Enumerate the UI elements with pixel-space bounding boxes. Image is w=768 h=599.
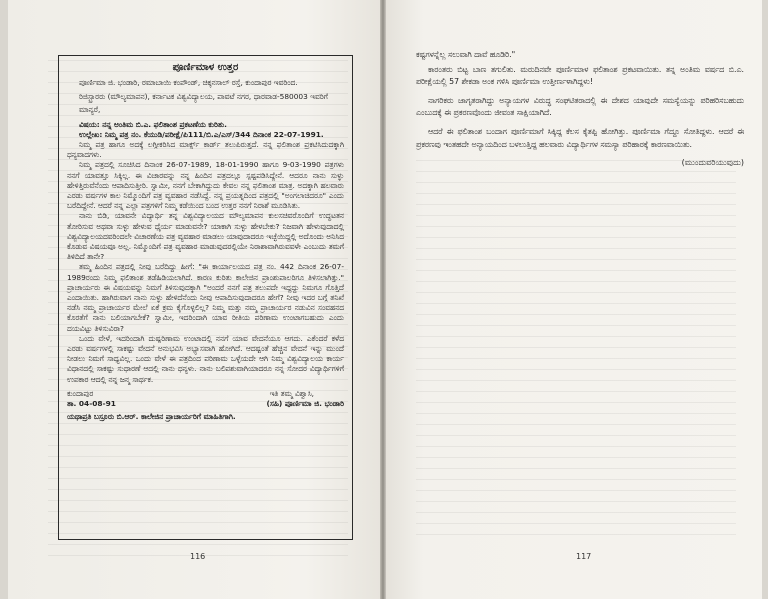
signature-row-1 bbox=[67, 389, 344, 400]
letter-paragraph: ತಮ್ಮ ಹಿಂದಿನ ಪತ್ರದಲ್ಲಿ ನೀವು ಬರೆದಿದ್ದು ಹೀಗೆ: "ಈ ಕಾರ್ಯಾಲಯದ ಪತ್ರ ನಂ. 442 ದಿನಾಂಕ 26-07-1989ರಂದು ನಿಮ್ಮ ಫಲಿತಾಂಶ ತಡೆಹಿಡಿಯಲಾಗಿದೆ. ಕಾರಣ ಕುರಿತು ಕಾಲೇಜಿನ ಪ್ರಾಂಶುಪಾಲರಿಗೂ ತಿಳಿಸಲಾಗಿತ್ತು." ಪ್ರಾಚಾರ್ಯರು ಈ ವಿಷಯವನ್ನು ನಿಮಗೆ ತಿಳಿಸುವುದಕ್ಕಾಗಿ "ಅಂದರೆ ನನಗೆ ಪತ್ರ ತಲುಪದೇ ಇದ್ದದ್ದು ನಿಮಗೂ ಗೊತ್ತಿದೆ ಎಂದಾಯಿತು. ಹಾಗಿರುವಾಗ ನಾನು ಸುಳ್ಳು ಹೇಳಿದೆನೆಂದು ನೀವು ಆಪಾದಿಸುವುದಾದರೂ ಹೇಗೆ? ನೀವು ಇದರ ಬಗ್ಗೆ ತನಿಖೆ ನಡೆಸಿ ನಮ್ಮ ಪ್ರಾಚಾರ್ಯರ ಮೇಲೆ ಏಕೆ ಕ್ರಮ ಕೈಗೊಳ್ಳಲಿಲ್ಲ? ನಿಮ್ಮ ಮತ್ತು ನಮ್ಮ ಪ್ರಾಚಾರ್ಯರ ನಡುವಿನ ಸಂವಹನದ ಕೊರತೆಗೆ ನಾನು ಬಲಿಯಾಗಬೇಕೆ? ಸ್ವಾಮೀ, ಇದರಿಂದಾಗಿ ಯಾವ ರೀತಿಯ ಪರಿಣಾಮ ಉಂಟಾಗಬಹುದು ಎಂದು ದಯವಿಟ್ಟು ತಿಳಿಸುವಿರಾ? bbox=[67, 262, 344, 333]
body-paragraph: ಆದರೆ ಈ ಫಲಿತಾಂಶ ಬಂದಾಗ ಪೂರ್ಣಿಮಾಗೆ ಸಿಕ್ಕಿದ್ದ ಕೆಲಸ ಕೈತಪ್ಪಿ ಹೋಗಿತ್ತು. ಪೂರ್ಣಿಮಾ ಗೆದ್ದೂ ಸೋತಿದ್ದಳು. ಆದರೆ ಈ ಪ್ರಕರಣವು ಇಂತಹದೇ ಅನ್ಯಾಯದಿಂದ ಬಳಲುತ್ತಿದ್ದ ಹಲವಾರು ವಿದ್ಯಾರ್ಥಿಗಳ ಸಮಸ್ಯಾ ಪರಿಹಾರಕ್ಕೆ ಕಾರಣವಾಯಿತು. bbox=[416, 126, 744, 149]
letter-box bbox=[58, 55, 353, 540]
signature: (ಸಹಿ) ಪೂರ್ಣಿಮಾ ಜಿ. ಭಂಡಾರಿ bbox=[266, 399, 344, 409]
body-paragraph: ನಾಗರಿಕರು ಜಾಗೃತರಾಗಿದ್ದು ಅನ್ಯಾಯಗಳ ವಿರುದ್ಧ ಸಂಘಟಿತರಾದಲ್ಲಿ ಈ ದೇಶದ ಯಾವುದೇ ಸಮಸ್ಯೆಯನ್ನು ಪರಿಹರಿಸಬಹುದು ಎಂಬುದಕ್ಕೆ ಈ ಪ್ರಕರಣವೊಂದು ಜೀವಂತ ಸಾಕ್ಷಿಯಾಗಿದೆ. bbox=[416, 95, 744, 118]
letter-paragraph: ನಿಮ್ಮ ಪತ್ರ ಹಾಗೂ ಅದಕ್ಕೆ ಲಗ್ಗೀಕರಿಸಿದ ಮಾರ್ಕ್ಸ್ ಕಾರ್ಡ್ ತಲುಪಿರುತ್ತದೆ. ನನ್ನ ಫಲಿತಾಂಶ ಪ್ರಕಟಿಸಿದುದಕ್ಕಾಗಿ ಧನ್ಯವಾದಗಳು. bbox=[67, 140, 344, 160]
letter-title: ಪೂರ್ಣಿಮಾಳ ಉತ್ತರ bbox=[172, 62, 239, 73]
letter-date: ತಾ. 04-08-91 bbox=[67, 399, 116, 409]
reference-line: ಉಲ್ಲೇಖ: ನಿಮ್ಮ ಪತ್ರ ನಂ. ಕೆಯುಡಿ/ಪರೀಕ್ಷೆ/ಪಿ111/ಬಿ.ಎ/ಎಸ್/344 ದಿನಾಂಕ 22-07-1991. bbox=[79, 129, 324, 139]
left-page bbox=[8, 0, 380, 599]
to-address: ರಿಜಿಸ್ಟ್ರಾರರು (ಮೌಲ್ಯಮಾಪನ), ಕರ್ನಾಟಕ ವಿಶ್ವವಿದ್ಯಾಲಯ, ಪಾವಟೆ ನಗರ, ಧಾರವಾಡ-580003 ಇವರಿಗೆ bbox=[79, 92, 328, 102]
salutation: ಮಾನ್ಯರೆ, bbox=[79, 105, 101, 115]
page-number-left: 116 bbox=[190, 552, 206, 561]
body-paragraph: ಕಾರಂತರು ಬಿಟ್ಟ ಬಾಣ ತಗುಲಿತು. ಮರುದಿನವೇ ಪೂರ್ಣಿಮಾಳ ಫಲಿತಾಂಶ ಪ್ರಕಟವಾಯಿತು. ತನ್ನ ಅಂತಿಮ ವರ್ಷದ ಬಿ.ಎ. ಪರೀಕ್ಷೆಯಲ್ಲಿ 57 ಶೇಕಡಾ ಅಂಕ ಗಳಿಸಿ ಪೂರ್ಣಿಮಾ ಉತ್ತೀರ್ಣಳಾಗಿದ್ದಳು! bbox=[416, 64, 744, 87]
signature-row-2 bbox=[67, 399, 344, 410]
letter-paragraph: ಒಂದು ವೇಳೆ, ಇದರಿಂದಾಗಿ ದುಷ್ಪರಿಣಾಮ ಉಂಟಾದಲ್ಲಿ ನನಗೆ ಯಾವ ವೇದನೆಯೂ ಆಗದು. ಎಕೆಂದರೆ ಕಳೆದ ಎರಡು ವರ್ಷಗಳಲ್ಲಿ ಸಾಕಷ್ಟು ವೇದನೆ ಅನುಭವಿಸಿ ಅಭ್ಯಾಸವಾಗಿ ಹೋಗಿದೆ. ಆದಷ್ಟಂತೆ ಹೆಚ್ಚಿನ ವೇದನೆ ಇನ್ನು ಮುಂದೆ ನೀಡಲು ನಿಮಗೆ ಸಾಧ್ಯವಿಲ್ಲ. ಒಂದು ವೇಳೆ ಈ ಪತ್ರದಿಂದ ಪರಿಣಾಮ ಒಳ್ಳೆಯದೇ ಆಗಿ ನಿಮ್ಮ ವಿಶ್ವವಿದ್ಯಾಲಯ ಕಾರ್ಯ ವಿಧಾನದಲ್ಲಿ ಸಾಕಷ್ಟು ಸುಧಾರಣೆ ಆದಲ್ಲಿ ನಾನು ಧನ್ಯಳು. ನಾನು ಬಲಿಪಶುವಾಗಿಯಾದರೂ ನನ್ನ ಸೋದರ ವಿದ್ಯಾರ್ಥಿಗಳಿಗೆ ಉಪಕಾರ ಆದಲ್ಲಿ ನನ್ನ ಜನ್ಮ ಸಾರ್ಥಕ. bbox=[67, 333, 344, 384]
place: ಕುಂದಾಪುರ bbox=[67, 388, 94, 398]
body-paragraph: ಕಷ್ಟಗಳನ್ನೆಲ್ಲ ಸಲುವಾಗಿ ದಾವೆ ಹೂಡಿರಿ." bbox=[416, 50, 516, 59]
subject-line: ವಿಷಯ: ನನ್ನ ಅಂತಿಮ ಬಿ.ಎ. ಫಲಿತಾಂಶ ಪ್ರಕಟಣೆಯ ಕುರಿತು. bbox=[79, 119, 227, 129]
letter-paragraph: ನಿಮ್ಮ ಪತ್ರದಲ್ಲಿ ಸೂಚಿಸಿದ ದಿನಾಂಕ 26-07-1989, 18-01-1990 ಹಾಗೂ 9-03-1990 ಪತ್ರಗಳು ನನಗೆ ಯಾವತ್ತೂ ಸಿಕ್ಕಿಲ್ಲ. ಈ ವಿಚಾರವನ್ನು ನನ್ನ ಹಿಂದಿನ ಪತ್ರದಲ್ಲೂ ಸ್ಪಷ್ಟಪಡಿಸಿದ್ದೇನೆ. ಆದರೂ ನಾನು ಸುಳ್ಳು ಹೇಳಿತ್ತಿರುವೆನೆಂದು ಆಪಾದಿಸುತ್ತೀರಿ. ಸ್ವಾಮೀ, ನನಗೆ ಬೇಕಾಗಿದ್ದುದು ಕೇವಲ ನನ್ನ ಫಲಿತಾಂಶ ಮಾತ್ರ. ಅದಕ್ಕಾಗಿ ಹಲವಾರು ಎರಡು ವರ್ಷಗಳ ಕಾಲ ನಿಮ್ಮೊಂದಿಗೆ ಪತ್ರ ವ್ಯವಹಾರ ನಡೆಸಿದ್ದೆ. ನನ್ನ ಪ್ರಯತ್ನದಿಂದ ಪತ್ರದಲ್ಲಿ "ಅಂಗಲಾಚಿದರೂ" ಎಂದು ಬರೆದಿದ್ದೇನೆ. ಆದರೆ ನನ್ನ ಎಲ್ಲಾ ಪತ್ರಗಳಿಗೆ ನಿಮ್ಮ ಕಡೆಯಿಂದ ಬಂದ ಉತ್ತರ ನನಗೆ ನಿರಾಶೆ ಮೂಡಿಸಿತು. bbox=[67, 160, 344, 211]
letter-paragraph: ನಾನು ಬಿಡಿ, ಯಾವನೇ ವಿದ್ಯಾರ್ಥಿ ತನ್ನ ವಿಶ್ವವಿದ್ಯಾಲಯದ ಮೌಲ್ಯಮಾಪನ ಕುಲಸಚಿವರೊಂದಿಗೆ ಉದ್ಧಟತನ ತೋರಿಸುವ ಅಥವಾ ಸುಳ್ಳು ಹೇಳುವ ಧೈರ್ಯ ಮಾಡುವನೇ? ಯಾಕಾಗಿ ಸುಳ್ಳು ಹೇಳಬೇಕು? ನಿಜವಾಗಿ ಹೇಳುವುದಾದಲ್ಲಿ ವಿಶ್ವವಿದ್ಯಾಲಯದವರಿಂದಲೇ ವಿಚಾರಣೆಯ ಪತ್ರ ವ್ಯವಹಾರ ಮಾಡಲು ಯಾವುದಾದರೂ ಇಚ್ಛೆಯಿದ್ದಲ್ಲಿ ಅದೊಂದು ಅನಿಸಿದ ಕೊಡುವ ವಿಷಯವೂ ಅಲ್ಲ. ನಿಮ್ಮೊಂದಿಗೆ ಪತ್ರ ವ್ಯವಹಾರ ಮಾಡುವುದರಲ್ಲಿಯೇ ನಿರಾಶಾವಾಗಿರುವವಳೇ ಎಂಬುದು ತಮಗೆ ತಿಳಿದಿದೆ ತಾನೇ? bbox=[67, 211, 344, 262]
page-number-right: 117 bbox=[576, 552, 592, 561]
closing: ಇತಿ ತಮ್ಮ ವಿಶ್ವಾಸಿ, bbox=[269, 388, 314, 398]
right-page-text bbox=[416, 49, 744, 168]
from-address: ಪೂರ್ಣಿಮಾ ಜಿ. ಭಂಡಾರಿ, ರಮಾಬಾಯಿ ಕಂಪೌಂಡ್, ಚಿಕ್ಕನಸಾಲ್ ರಸ್ತೆ, ಕುಂದಾಪುರ ಇವರಿಂದ. bbox=[79, 78, 298, 87]
right-page bbox=[386, 0, 762, 599]
cc-line: ಯಥಾಪ್ರತಿ ಬಸ್ರೂರು ಬಿ.ಆರ್. ಕಾಲೇಜಿನ ಪ್ರಾಚಾರ್ಯರಿಗೆ ಮಾಹಿತಿಗಾಗಿ. bbox=[67, 411, 236, 421]
show-through-text bbox=[416, 160, 736, 540]
continued-note: (ಮುಂದುವರಿಯುವುದು) bbox=[681, 158, 744, 168]
